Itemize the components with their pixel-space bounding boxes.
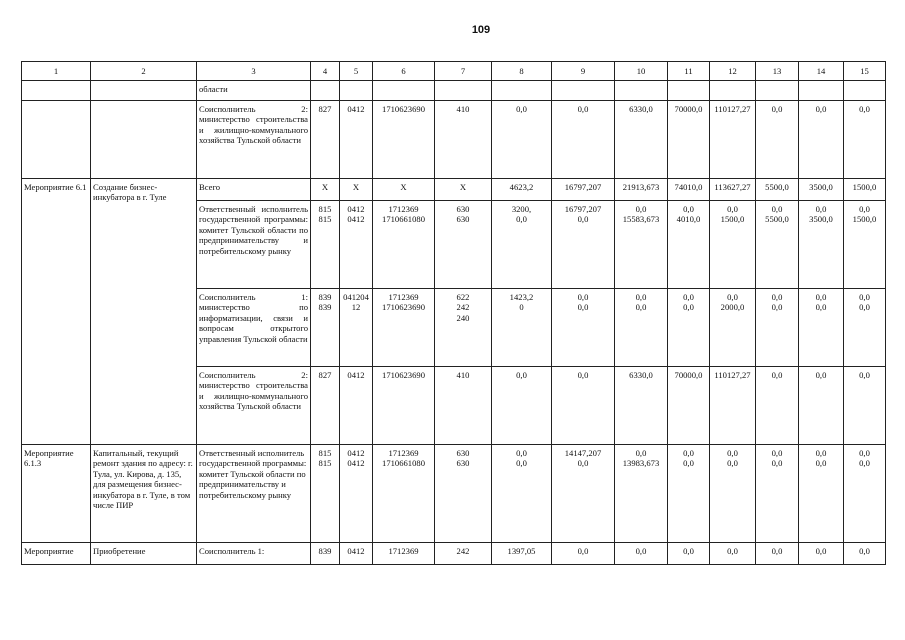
column-number: 1: [22, 62, 91, 81]
target-article-cell: 1710623690: [373, 101, 435, 179]
value-cell: 0,0: [615, 543, 668, 565]
value-cell: 0,0 5500,0: [756, 201, 799, 289]
grbs-cell: X: [311, 179, 340, 201]
column-number: 11: [668, 62, 710, 81]
expense-type-cell: 630 630: [435, 445, 492, 543]
column-number: 6: [373, 62, 435, 81]
activity-cell: Мероприятие: [22, 543, 91, 565]
column-number: 10: [615, 62, 668, 81]
value-cell: 0,0 15583,673: [615, 201, 668, 289]
value-cell: 113627,27: [710, 179, 756, 201]
column-number: 9: [552, 62, 615, 81]
value-cell: 0,0 0,0: [492, 445, 552, 543]
grbs-cell: 815 815: [311, 201, 340, 289]
target-article-cell: 1710623690: [373, 367, 435, 445]
value-cell: 0,0 3500,0: [799, 201, 844, 289]
value-cell: 0,0 1500,0: [844, 201, 886, 289]
target-article-cell: 1712369 1710661080: [373, 445, 435, 543]
column-number: 13: [756, 62, 799, 81]
value-cell: 0,0: [552, 543, 615, 565]
value-cell: 0,0: [492, 367, 552, 445]
column-number: 14: [799, 62, 844, 81]
value-cell: 1397,05: [492, 543, 552, 565]
expense-type-cell: 410: [435, 101, 492, 179]
executor-cell: Соисполнитель 2: министерство строительства и жилищно-коммунального хозяйства Тульской области: [197, 101, 311, 179]
value-cell: 0,0 0,0: [668, 445, 710, 543]
value-cell: 0,0: [844, 543, 886, 565]
table-row: [22, 101, 886, 179]
activity-name-cell: [91, 101, 197, 179]
value-cell: 0,0 0,0: [844, 289, 886, 367]
grbs-cell: 839 839: [311, 289, 340, 367]
page-number: 109: [471, 24, 491, 36]
value-cell: 5500,0: [756, 179, 799, 201]
value-cell: 3200, 0,0: [492, 201, 552, 289]
column-number: 7: [435, 62, 492, 81]
column-number-row: [22, 62, 886, 81]
target-article-cell: 1712369: [373, 543, 435, 565]
value-cell: 0,0 0,0: [552, 289, 615, 367]
column-number: 3: [197, 62, 311, 81]
executor-cell: Всего: [197, 179, 311, 201]
value-cell: 0,0 0,0: [799, 445, 844, 543]
value-cell: 70000,0: [668, 367, 710, 445]
value-cell: 0,0 0,0: [799, 289, 844, 367]
section-cell: 0412: [340, 543, 373, 565]
value-cell: 0,0 1500,0: [710, 201, 756, 289]
grbs-cell: 815 815: [311, 445, 340, 543]
value-cell: 0,0: [799, 543, 844, 565]
value-cell: 0,0 0,0: [668, 289, 710, 367]
activity-cell: [22, 101, 91, 179]
value-cell: 110127,27: [710, 367, 756, 445]
activity-name-cell: Капитальный, текущий ремонт здания по адресу: г. Тула, ул. Кирова, д. 135, для размещения бизнес-инкубатора в г. Туле, в том числе ПИР: [91, 445, 197, 543]
value-cell: 6330,0: [615, 367, 668, 445]
grbs-cell: 827: [311, 101, 340, 179]
value-cell: 0,0: [552, 367, 615, 445]
target-article-cell: X: [373, 179, 435, 201]
value-cell: 0,0 0,0: [615, 289, 668, 367]
value-cell: 74010,0: [668, 179, 710, 201]
value-cell: 0,0: [668, 543, 710, 565]
executor-cell: области: [197, 81, 311, 101]
value-cell: 16797,207 0,0: [552, 201, 615, 289]
value-cell: 0,0: [799, 367, 844, 445]
value-cell: 0,0 2000,0: [710, 289, 756, 367]
column-number: 12: [710, 62, 756, 81]
value-cell: 0,0 0,0: [710, 445, 756, 543]
section-cell: 041204 12: [340, 289, 373, 367]
budget-table: [21, 61, 886, 565]
value-cell: 14147,207 0,0: [552, 445, 615, 543]
table-row: [22, 445, 886, 543]
value-cell: 0,0 4010,0: [668, 201, 710, 289]
value-cell: 0,0 0,0: [756, 445, 799, 543]
value-cell: 0,0 0,0: [844, 445, 886, 543]
column-number: 15: [844, 62, 886, 81]
value-cell: 0,0: [799, 101, 844, 179]
table-row: [22, 543, 886, 565]
expense-type-cell: 410: [435, 367, 492, 445]
value-cell: 0,0: [756, 543, 799, 565]
executor-cell: Соисполнитель 1: министерство по информатизации, связи и вопросам открытого управления Тульской области: [197, 289, 311, 367]
expense-type-cell: 630 630: [435, 201, 492, 289]
activity-name-cell: Создание бизнес-инкубатора в г. Туле: [91, 179, 197, 445]
value-cell: 70000,0: [668, 101, 710, 179]
value-cell: 21913,673: [615, 179, 668, 201]
table-row: [22, 179, 886, 201]
target-article-cell: 1712369 1710623690: [373, 289, 435, 367]
section-cell: 0412 0412: [340, 445, 373, 543]
executor-cell: Соисполнитель 2: министерство строительства и жилищно-коммунального хозяйства Тульской области: [197, 367, 311, 445]
value-cell: 0,0: [756, 101, 799, 179]
section-cell: 0412 0412: [340, 201, 373, 289]
column-number: 5: [340, 62, 373, 81]
column-number: 4: [311, 62, 340, 81]
activity-cell: Мероприятие 6.1.3: [22, 445, 91, 543]
value-cell: 16797,207: [552, 179, 615, 201]
executor-cell: Ответственный исполнитель государственной программы: комитет Тульской области по предпринимательству и потребительскому рынку: [197, 201, 311, 289]
value-cell: 0,0 13983,673: [615, 445, 668, 543]
section-cell: 0412: [340, 101, 373, 179]
value-cell: 6330,0: [615, 101, 668, 179]
value-cell: 1423,2 0: [492, 289, 552, 367]
value-cell: 0,0: [844, 367, 886, 445]
table-row: [22, 81, 886, 101]
activity-name-cell: Приобретение: [91, 543, 197, 565]
value-cell: 0,0: [844, 101, 886, 179]
value-cell: 3500,0: [799, 179, 844, 201]
section-cell: X: [340, 179, 373, 201]
grbs-cell: 839: [311, 543, 340, 565]
value-cell: 0,0: [492, 101, 552, 179]
column-number: 2: [91, 62, 197, 81]
activity-cell: Мероприятие 6.1: [22, 179, 91, 445]
activity-cell: [22, 81, 91, 101]
column-number: 8: [492, 62, 552, 81]
value-cell: 4623,2: [492, 179, 552, 201]
expense-type-cell: 622 242 240: [435, 289, 492, 367]
grbs-cell: 827: [311, 367, 340, 445]
section-cell: 0412: [340, 367, 373, 445]
value-cell: 1500,0: [844, 179, 886, 201]
activity-name-cell: [91, 81, 197, 101]
target-article-cell: 1712369 1710661080: [373, 201, 435, 289]
value-cell: 110127,27: [710, 101, 756, 179]
value-cell: 0,0 0,0: [756, 289, 799, 367]
value-cell: 0,0: [756, 367, 799, 445]
expense-type-cell: X: [435, 179, 492, 201]
value-cell: 0,0: [552, 101, 615, 179]
executor-cell: Ответственный исполнитель государственной программы: комитет Тульской области по предпринимательству и потребительскому рынку: [197, 445, 311, 543]
expense-type-cell: 242: [435, 543, 492, 565]
executor-cell: Соисполнитель 1:: [197, 543, 311, 565]
value-cell: 0,0: [710, 543, 756, 565]
